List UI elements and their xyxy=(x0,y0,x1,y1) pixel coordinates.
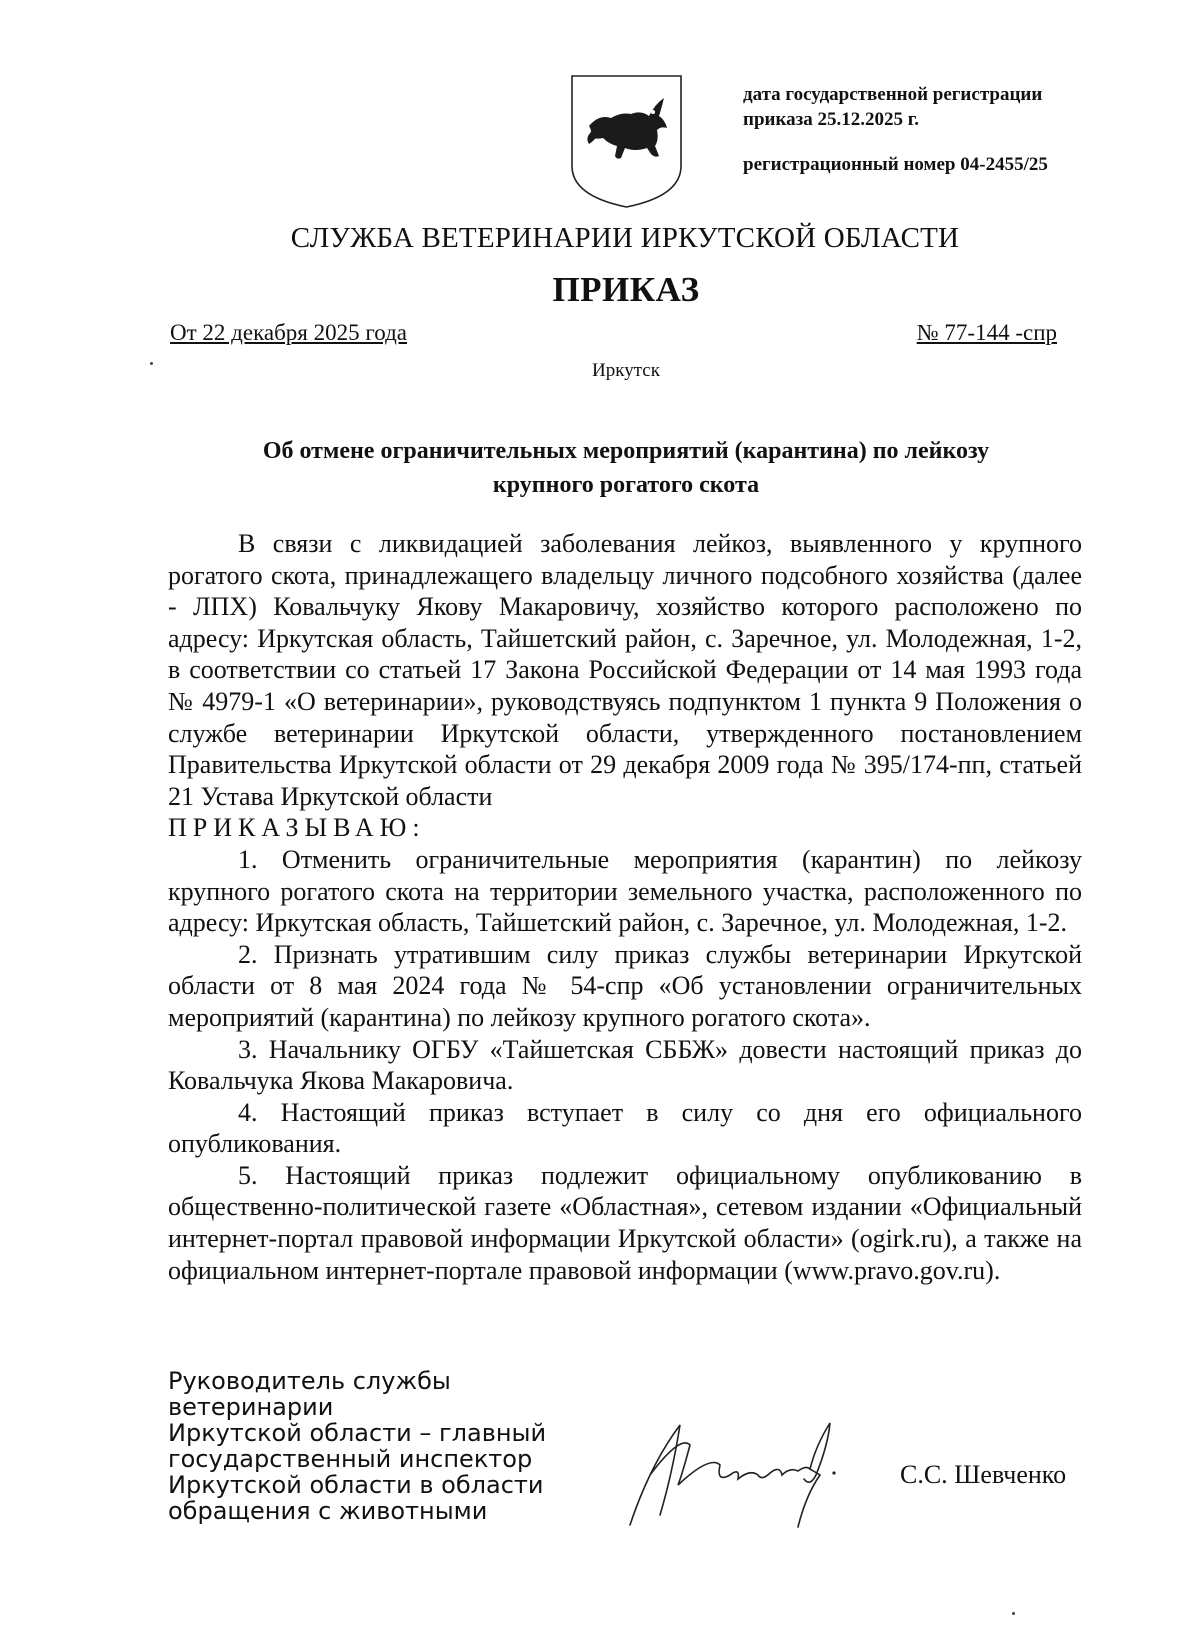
order-body xyxy=(168,528,1082,1286)
order-item-2: 2. Признать утратившим силу приказ службы ветеринарии Иркутской области от 8 мая 2024 года № 54-спр «Об установлении ограничительных мероприятий (карантина) по лейкозу крупного рогатого скота». xyxy=(168,939,1082,1032)
scan-speck xyxy=(1012,1612,1015,1615)
preamble-paragraph: В связи с ликвидацией заболевания лейкоз, выявленного у крупного рогатого скота, принадлежащего владельцу личного подсобного хозяйства (далее - ЛПХ) Ковальчуку Якову Макаровичу, хозяйство которого расположено по адресу: Иркутская область, Тайшетский район, с. Заречное, ул. Молодежная, 1-2, в соответствии со статьей 17 Закона Российской Федерации от 14 мая 1993 года № 4979-1 «О ветеринарии», руководствуясь подпунктом 1 пункта 9 Положения о службе ветеринарии Иркутской области, утвержденного постановлением Правительства Иркутской области от 29 декабря 2009 года № 395/174-пп, статьей 21 Устава Иркутской области xyxy=(168,529,1082,811)
coat-of-arms-icon xyxy=(569,74,684,209)
registration-number: регистрационный номер 04-2455/25 xyxy=(743,154,1048,175)
registration-line1: дата государственной регистрации xyxy=(743,84,1043,105)
order-title-line1: Об отмене ограничительных мероприятий (карантина) по лейкозу xyxy=(262,438,990,464)
signer-position: Руководитель службы ветеринарии Иркутской области – главный государственный инспектор Иркутской области в области обращения с животными xyxy=(168,1367,547,1525)
order-number: № 77-144 -спр xyxy=(916,320,1057,345)
order-item-3: 3. Начальнику ОГБУ «Тайшетская СББЖ» довести настоящий приказ до Ковальчука Якова Макаровича. xyxy=(168,1034,1082,1096)
registration-date: приказа 25.12.2025 г. xyxy=(743,109,919,130)
signer-name: С.С. Шевченко xyxy=(900,1460,1067,1489)
order-date: От 22 декабря 2025 года xyxy=(170,320,407,345)
order-title xyxy=(170,434,1082,502)
order-item-4: 4. Настоящий приказ вступает в силу со дня его официального опубликования. xyxy=(168,1097,1082,1159)
document-type: ПРИКАЗ xyxy=(552,270,700,309)
order-city: Иркутск xyxy=(592,360,660,381)
order-item-1: 1. Отменить ограничительные мероприятия (карантин) по лейкозу крупного рогатого скота на территории земельного участка, расположенного по адресу: Иркутская область, Тайшетский район, с. Заречное, ул. Молодежная, 1-2. xyxy=(168,844,1082,938)
handwritten-signature-icon xyxy=(620,1405,890,1535)
order-word: ПРИКАЗЫВАЮ: xyxy=(168,813,426,843)
order-title-line2: крупного рогатого скота xyxy=(492,472,760,498)
scan-speck xyxy=(150,362,153,365)
organization-name: СЛУЖБА ВЕТЕРИНАРИИ ИРКУТСКОЙ ОБЛАСТИ xyxy=(290,222,960,254)
order-item-5: 5. Настоящий приказ подлежит официальному опубликованию в общественно-политической газете «Областная», сетевом издании «Официальный интернет-портал правовой информации Иркутской области» (ogirk.ru), а также на официальном интернет-портале правовой информации (www.pravo.gov.ru). xyxy=(168,1160,1082,1285)
registration-info xyxy=(743,82,1108,177)
registration-date-label xyxy=(743,82,1108,107)
